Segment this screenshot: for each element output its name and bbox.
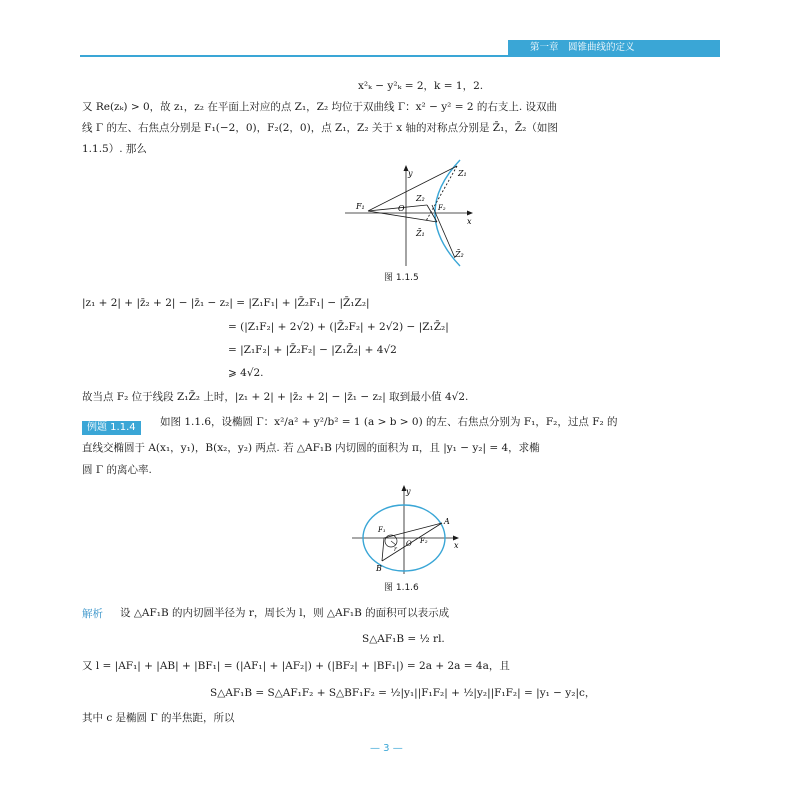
solution-line-1: 设 △AF₁B 的内切圆半径为 r，周长为 l，则 △AF₁B 的面积可以表示成 [120,607,450,619]
perimeter-line: 又 l = |AF₁| + |AB| + |BF₁| = (|AF₁| + |AF₂|) + (|BF₂| + |BF₁|) = 2a + 2a = 4a，且 [82,660,510,672]
equation-xy: x²ₖ − y²ₖ = 2，k = 1，2. [358,80,484,92]
fig1-label-f1: F₁ [356,202,365,211]
fig2-label-origin: O [406,540,412,548]
fig1-label-z2bar: Z̄₂ [455,250,464,259]
fig2-label-r: r [394,546,397,553]
chapter-header: 第一章 圆锥曲线的定义 [508,40,720,55]
page-number: — 3 — [370,743,403,754]
example-line-1: 如图 1.1.6，设椭圆 Γ：x²/a² + y²/b² = 1 (a > b > 0) 的左、右焦点分别为 F₁，F₂，过点 F₂ 的 [160,416,618,428]
derivation-line-4: ⩾ 4√2. [228,367,264,379]
fig2-label-a: A [444,517,450,526]
fig2-label-y: y [406,487,411,496]
fig1-label-f2: F₂ [438,204,446,212]
equation-area: S△AF₁B = ½ rl. [362,633,445,645]
fig1-label-x: x [467,217,472,226]
fig1-label-z2: Z₂ [416,194,425,203]
derivation-line-2: = (|Z₁F₂| + 2√2) + (|Z̄₂F₂| + 2√2) − |Z₁Z̄₂| [228,321,449,333]
example-label-text: 例题 1.1.4 [82,421,141,435]
paragraph-1-line-2: 线 Γ 的左、右焦点分别是 F₁(−2，0)，F₂(2，0)，点 Z₁，Z₂ 关于 x 轴的对称点分别是 Z̄₁，Z̄₂（如图 [82,122,558,134]
example-line-3: 圆 Γ 的离心率. [82,464,152,476]
figure-1-caption: 图 1.1.5 [384,273,419,283]
equation-area-split: S△AF₁B = S△AF₁F₂ + S△BF₁F₂ = ½|y₁||F₁F₂| + ½|y₂||F₁F₂| = |y₁ − y₂|c， [210,687,596,699]
solution-label: 解析 [82,608,103,620]
fig1-label-z1bar: Z̄₁ [416,229,425,238]
example-line-2: 直线交椭圆于 A(x₁，y₁)，B(x₂，y₂) 两点. 若 △AF₁B 内切圆的面积为 π，且 |y₁ − y₂| = 4，求椭 [82,442,540,454]
fig2-label-f2: F₂ [420,537,428,545]
header-rule [80,55,720,57]
paragraph-1-line-3: 1.1.5）. 那么 [82,143,147,155]
fig1-label-y: y [408,169,413,178]
figure-ellipse [346,482,464,576]
last-line: 其中 c 是椭圆 Γ 的半焦距，所以 [82,712,235,724]
fig2-label-f1: F₁ [378,526,386,534]
figure-hyperbola [340,156,480,268]
derivation-line-3: = |Z₁F₂| + |Z̄₂F₂| − |Z₁Z̄₂| + 4√2 [228,344,397,356]
figure-2-caption: 图 1.1.6 [384,583,419,593]
derivation-line-1: |z₁ + 2| + |z̄₂ + 2| − |z̄₁ − z₂| = |Z₁F₁| + |Z̄₂F₁| − |Z̄₁Z₂| [82,297,370,309]
paragraph-1-line-1: 又 Re(zₖ) > 0，故 z₁，z₂ 在平面上对应的点 Z₁，Z₂ 均位于双曲线 Γ：x² − y² = 2 的右支上. 设双曲 [82,101,558,113]
fig2-label-b: B [376,564,382,573]
fig1-label-origin: O [398,204,405,213]
fig1-label-z1: Z₁ [458,169,467,178]
fig2-label-x: x [454,541,459,550]
example-label [82,415,141,435]
conclusion-line: 故当点 F₂ 位于线段 Z₁Z̄₂ 上时，|z₁ + 2| + |z̄₂ + 2| − |z̄₁ − z₂| 取到最小值 4√2. [82,391,469,403]
